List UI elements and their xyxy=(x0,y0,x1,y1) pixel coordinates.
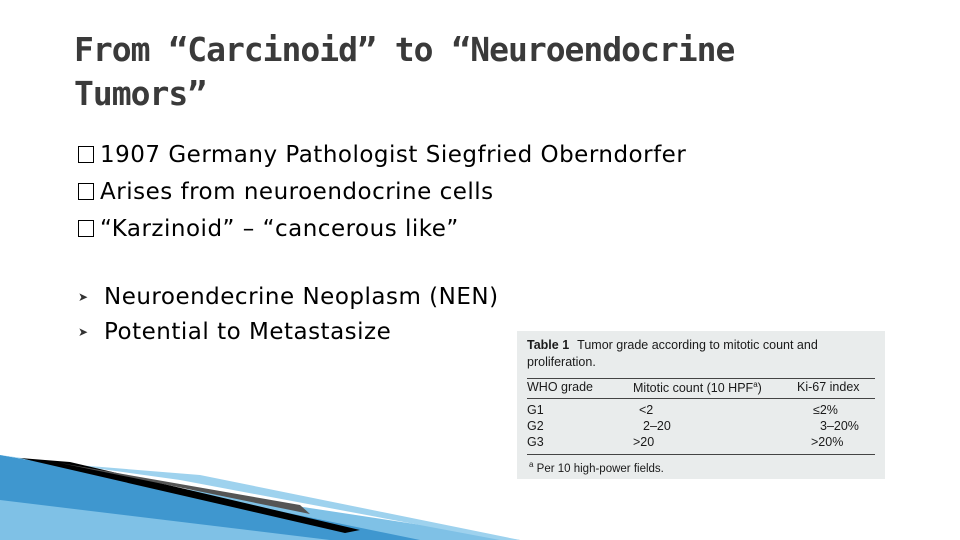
arrow-bullet-icon: ➤ xyxy=(78,290,89,304)
table-cell: ≤2% xyxy=(813,403,838,417)
box-bullet-item: “Karzinoid” – “cancerous like” xyxy=(78,211,686,248)
table-footnote: $^a$ Per 10 high-power fields. xyxy=(529,460,664,475)
square-bullet-icon xyxy=(78,146,94,163)
table-cell: 3–20% xyxy=(820,419,859,433)
table-rule xyxy=(527,378,875,379)
box-bullet-list xyxy=(78,137,686,248)
box-bullet-item: 1907 Germany Pathologist Siegfried Oberndorfer xyxy=(78,137,686,174)
table-cell: >20 xyxy=(633,435,655,449)
arrow-bullet-list xyxy=(78,280,499,350)
title-line-2: Tumors” xyxy=(74,74,207,113)
table-cell: <2 xyxy=(639,403,654,417)
header-mitotic-count: Mitotic count (10 HPF$^a$) xyxy=(633,380,762,396)
arrow-bullet-item: ➤ Neuroendecrine Neoplasm (NEN) xyxy=(78,280,499,315)
tumor-grade-table xyxy=(517,331,885,479)
arrow-bullet-item: ➤ Potential to Metastasize xyxy=(78,315,499,350)
table-cell: >20% xyxy=(811,435,844,449)
header-who-grade: WHO grade xyxy=(527,380,593,394)
table-cell: G2 xyxy=(527,419,544,433)
square-bullet-icon xyxy=(78,183,94,200)
table-rule xyxy=(527,454,875,455)
box-bullet-item: Arises from neuroendocrine cells xyxy=(78,174,686,211)
arrow-bullet-icon: ➤ xyxy=(78,325,89,339)
title-line-1: From “Carcinoid” to “Neuroendocrine xyxy=(74,30,735,69)
slide-title xyxy=(74,28,774,116)
header-ki67-index: Ki-67 index xyxy=(797,380,860,394)
table-rule xyxy=(527,398,875,399)
square-bullet-icon xyxy=(78,220,94,237)
table-cell: G1 xyxy=(527,403,544,417)
table-cell: 2–20 xyxy=(643,419,671,433)
table-caption: Table 1 Tumor grade according to mitotic count and proliferation. xyxy=(527,338,818,369)
table-cell: G3 xyxy=(527,435,544,449)
